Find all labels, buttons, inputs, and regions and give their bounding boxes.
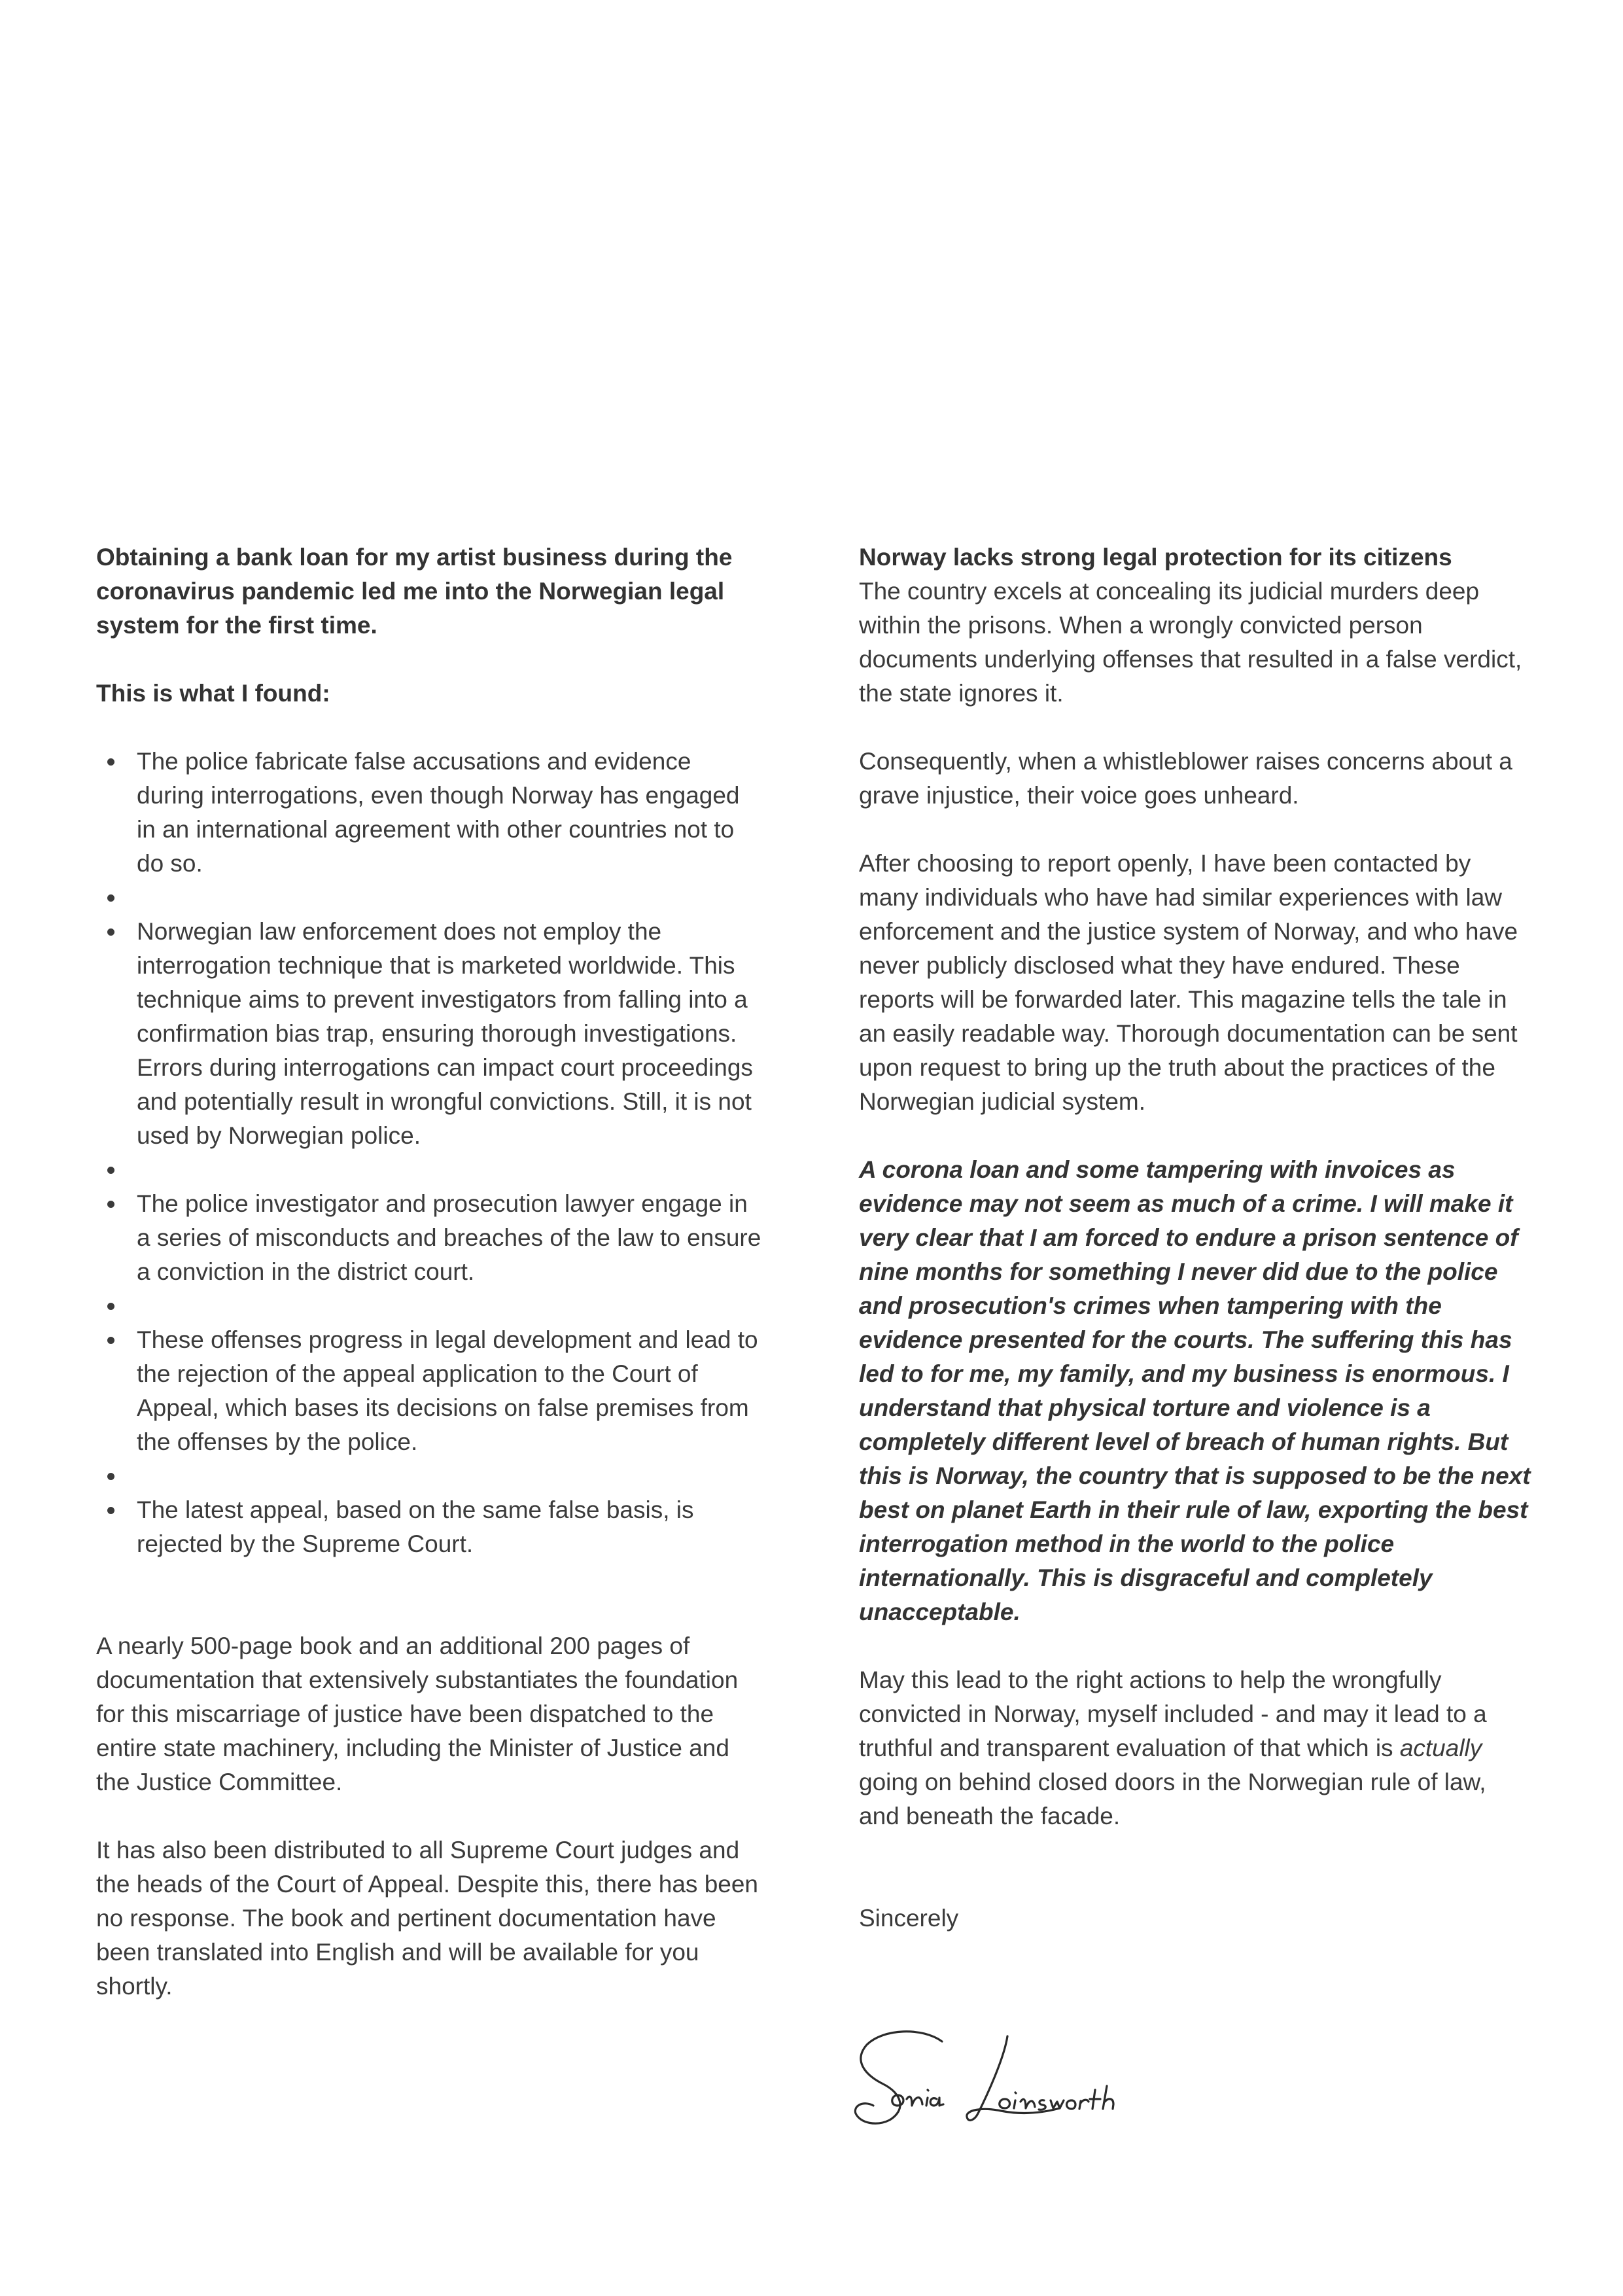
intro-heading: Obtaining a bank loan for my artist business during the coronavirus pandemic led me into the Norwegian legal system for the first time. [96, 544, 733, 639]
list-item: The police fabricate false accusations and evidence during interrogations, even though Norway has engaged in an international agreement with other countries not to do so. [96, 745, 763, 881]
book-paragraph: A nearly 500-page book and an additional 200 pages of documentation that extensively substantiates the foundation for this miscarriage of justice have been dispatched to the entire state machinery, including the Minister of Justice and the Justice Committee. [96, 1633, 739, 1795]
closing-paragraph: May this lead to the right actions to help the wrongfully convicted in Norway, myself included - and may it lead to a truthful and transparent evaluation of that which is actually going on behind closed doors in the Norwegian rule of law, and beneath the facade. [859, 1667, 1487, 1829]
found-heading: This is what I found: [96, 680, 330, 707]
left-column [96, 540, 763, 2004]
closing-italic-word: actually [1399, 1735, 1482, 1761]
list-item: The latest appeal, based on the same false basis, is rejected by the Supreme Court. [96, 1493, 763, 1561]
findings-list [96, 745, 763, 1561]
section-heading: Norway lacks strong legal protection for its citizens [859, 544, 1452, 571]
list-item: These offenses progress in legal development and lead to the rejection of the appeal application to the Court of Appeal, which bases its decisions on false premises from the offenses by the police. [96, 1323, 763, 1459]
whistleblower-paragraph: Consequently, when a whistleblower raises concerns about a grave injustice, their voice goes unheard. [859, 748, 1512, 809]
sign-off: Sincerely [859, 1905, 959, 1932]
list-item: Norwegian law enforcement does not employ the interrogation technique that is marketed worldwide. This technique aims to prevent investigators from falling into a confirmation bias trap, ensuring thorough investigations. Errors during interrogations can impact court proceedings and potentially result in wrongful convictions. Still, it is not used by Norwegian police. [96, 915, 763, 1153]
right-column [859, 540, 1533, 1935]
handwritten-signature [844, 2022, 1184, 2140]
emphasis-paragraph: A corona loan and some tampering with invoices as evidence may not seem as much of a crime. I will make it very clear that I am forced to endure a prison sentence of nine months for something I never did due to the police and prosecution's crimes when tampering with the evidence presented for the courts. The suffering this has led to for me, my family, and my business is enormous. I understand that physical torture and violence is a completely different level of breach of human rights. But this is Norway, the country that is supposed to be the next best on planet Earth in their rule of law, exporting the best interrogation method in the world to the police internationally. This is disgraceful and completely unacceptable. [859, 1156, 1531, 1625]
reports-paragraph: After choosing to report openly, I have been contacted by many individuals who have had similar experiences with law enforcement and the justice system of Norway, and who have never publicly disclosed what they have endured. These reports will be forwarded later. This magazine tells the tale in an easily readable way. Thorough documentation can be sent upon request to bring up the truth about the practices of the Norwegian judicial system. [859, 850, 1518, 1115]
distributed-paragraph: It has also been distributed to all Supreme Court judges and the heads of the Court of Appeal. Despite this, there has been no response. The book and pertinent documentation have been translated into English and will be available for you shortly. [96, 1837, 759, 2000]
country-paragraph: The country excels at concealing its judicial murders deep within the prisons. When a wrongly convicted person documents underlying offenses that resulted in a false verdict, the state ignores it. [859, 578, 1522, 707]
list-item: The police investigator and prosecution lawyer engage in a series of misconducts and breaches of the law to ensure a conviction in the district court. [96, 1187, 763, 1289]
